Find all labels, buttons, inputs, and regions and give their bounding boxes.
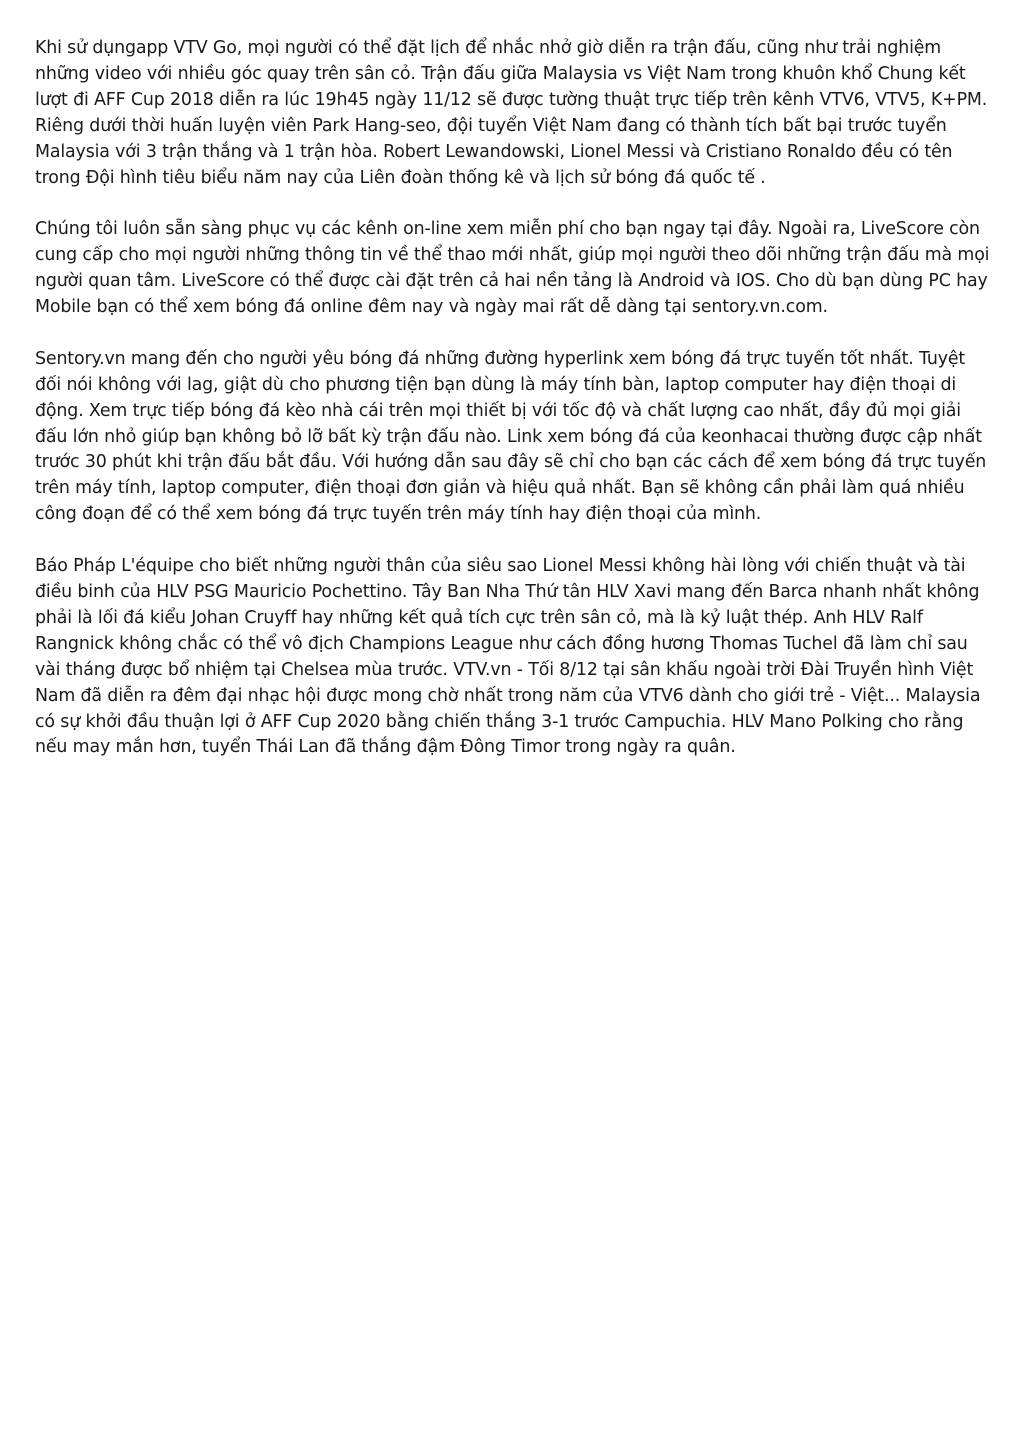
paragraph-lequipe: Báo Pháp L'équipe cho biết những người thân của siêu sao Lionel Messi không hài lòng với chiến thuật và tài điều binh của HLV PSG Mauricio Pochettino. Tây Ban Nha Thứ tân HLV Xavi mang đến Barca nhanh nhất không phải là lối đá kiểu Johan Cruyff hay những kết quả tích cực trên sân cỏ, mà là kỷ luật thép. Anh HLV Ralf Rangnick không chắc có thể vô địch Champions League như cách đồng hương Thomas Tuchel đã làm chỉ sau vài tháng được bổ nhiệm tại Chelsea mùa trước. VTV.vn - Tối 8/12 tại sân khấu ngoài trời Đài Truyền hình Việt Nam đã diễn ra đêm đại nhạc hội được mong chờ nhất trong năm của VTV6 dành cho giới trẻ - Việt... Malaysia có sự khởi đầu thuận lợi ở AFF Cup 2020 bằng chiến thắng 3-1 trước Campuchia. HLV Mano Polking cho rằng nếu may mắn hơn, tuyển Thái Lan đã thắng đậm Đông Timor trong ngày ra quân. (35, 556, 981, 758)
document-body (35, 36, 990, 787)
paragraph-livescore: Chúng tôi luôn sẵn sàng phục vụ các kênh on-line xem miễn phí cho bạn ngay tại đây. Ngoài ra, LiveScore còn cung cấp cho mọi người những thông tin về thể thao mới nhất, giúp mọi người theo dõi những trận đấu mà mọi người quan tâm. LiveScore có thể được cài đặt trên cả hai nền tảng là Android và IOS. Cho dù bạn dùng PC hay Mobile bạn có thể xem bóng đá online đêm nay và ngày mai rất dễ dàng tại sentory.vn.com. (35, 219, 990, 318)
paragraph-vtv-go: Khi sử dụngapp VTV Go, mọi người có thể đặt lịch để nhắc nhở giờ diễn ra trận đấu, cũng như trải nghiệm những video với nhiều góc quay trên sân cỏ. Trận đấu giữa Malaysia vs Việt Nam trong khuôn khổ Chung kết lượt đi AFF Cup 2018 diễn ra lúc 19h45 ngày 11/12 sẽ được tường thuật trực tiếp trên kênh VTV6, VTV5, K+PM. Riêng dưới thời huấn luyện viên Park Hang-seo, đội tuyển Việt Nam đang có thành tích bất bại trước tuyển Malaysia với 3 trận thắng và 1 trận hòa. Robert Lewandowski, Lionel Messi và Cristiano Ronaldo đều có tên trong Đội hình tiêu biểu năm nay của Liên đoàn thống kê và lịch sử bóng đá quốc tế . (35, 38, 988, 188)
paragraph-sentory: Sentory.vn mang đến cho người yêu bóng đá những đường hyperlink xem bóng đá trực tuyến tốt nhất. Tuyệt đối nói không với lag, giật dù cho phương tiện bạn dùng là máy tính bàn, laptop computer hay điện thoại di động. Xem trực tiếp bóng đá kèo nhà cái trên mọi thiết bị với tốc độ và chất lượng cao nhất, đầy đủ mọi giải đấu lớn nhỏ giúp bạn không bỏ lỡ bất kỳ trận đấu nào. Link xem bóng đá của keonhacai thường được cập nhất trước 30 phút khi trận đấu bắt đầu. Với hướng dẫn sau đây sẽ chỉ cho bạn các cách để xem bóng đá trực tuyến trên máy tính, laptop computer, điện thoại đơn giản và hiệu quả nhất. Bạn sẽ không cần phải làm quá nhiều công đoạn để có thể xem bóng đá trực tuyến trên máy tính hay điện thoại của mình. (35, 348, 987, 525)
